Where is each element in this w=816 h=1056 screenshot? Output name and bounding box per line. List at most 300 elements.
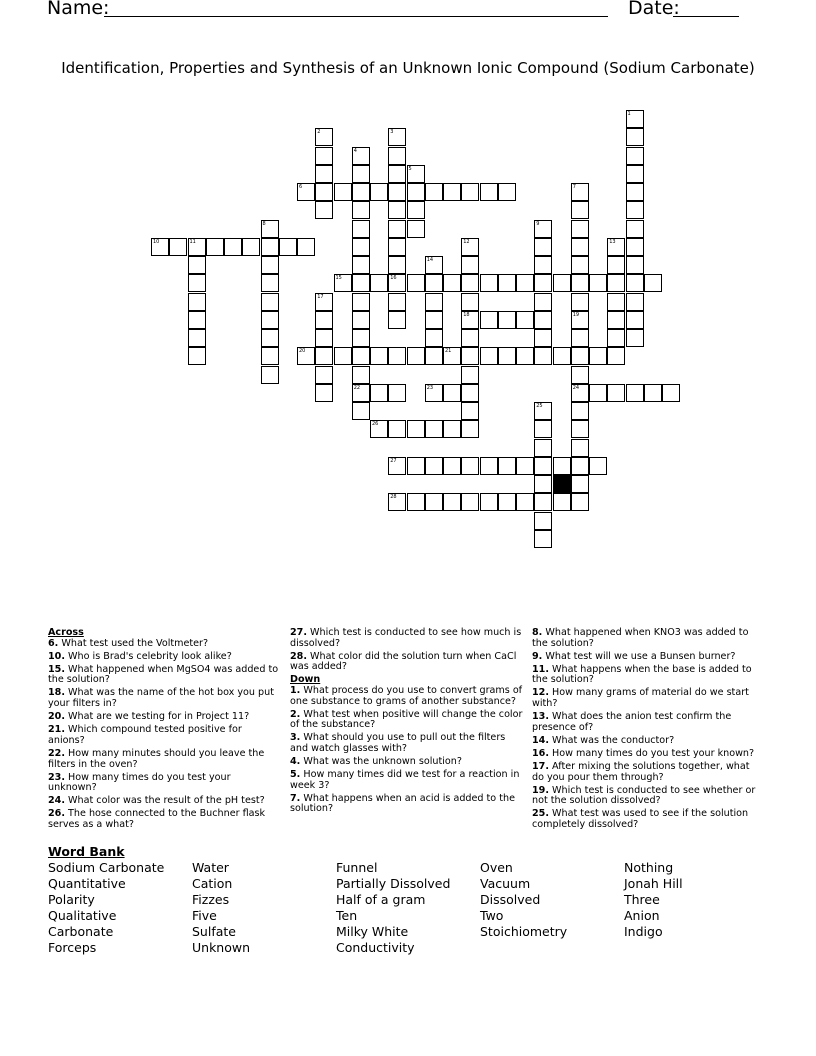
grid-cell[interactable] bbox=[534, 475, 552, 493]
grid-cell[interactable] bbox=[534, 512, 552, 530]
grid-cell[interactable] bbox=[626, 384, 644, 402]
grid-cell[interactable] bbox=[607, 293, 625, 311]
grid-cell[interactable] bbox=[261, 238, 279, 256]
grid-cell[interactable] bbox=[388, 183, 406, 201]
grid-cell[interactable] bbox=[315, 201, 333, 219]
clue-num: 5. bbox=[290, 769, 301, 781]
grid-cell[interactable] bbox=[261, 347, 279, 365]
word-bank-item: Polarity bbox=[48, 892, 95, 907]
word-bank-item: Ten bbox=[336, 908, 358, 923]
word-bank-item: Forceps bbox=[48, 940, 97, 955]
clue-number: 28 bbox=[390, 494, 397, 501]
clue-num: 7. bbox=[290, 792, 301, 804]
grid-cell[interactable] bbox=[352, 256, 370, 274]
grid-cell[interactable] bbox=[626, 238, 644, 256]
grid-cell[interactable] bbox=[461, 238, 479, 256]
clue-num: 11. bbox=[532, 663, 549, 675]
clue-num: 8. bbox=[532, 627, 543, 638]
grid-cell[interactable] bbox=[626, 220, 644, 238]
grid-cell[interactable] bbox=[334, 183, 352, 201]
grid-cell[interactable] bbox=[315, 183, 333, 201]
grid-cell[interactable] bbox=[388, 165, 406, 183]
grid-cell[interactable] bbox=[206, 238, 224, 256]
grid-cell[interactable] bbox=[607, 238, 625, 256]
grid-cell[interactable] bbox=[425, 293, 443, 311]
grid-cell[interactable] bbox=[461, 457, 479, 475]
grid-cell[interactable] bbox=[388, 420, 406, 438]
grid-cell[interactable] bbox=[425, 347, 443, 365]
grid-cell[interactable] bbox=[425, 274, 443, 292]
grid-cell[interactable] bbox=[534, 493, 552, 511]
clue-number: 23 bbox=[426, 384, 434, 391]
grid-cell[interactable] bbox=[315, 347, 333, 365]
grid-cell[interactable] bbox=[571, 183, 589, 201]
grid-cell[interactable] bbox=[334, 274, 352, 292]
clue-num: 13. bbox=[532, 711, 549, 723]
clue-item bbox=[290, 733, 526, 754]
clue-number: 3 bbox=[390, 129, 394, 136]
grid-cell[interactable] bbox=[315, 128, 333, 146]
clue-num: 26. bbox=[48, 808, 65, 820]
grid-cell[interactable] bbox=[534, 329, 552, 347]
grid-cell[interactable] bbox=[534, 238, 552, 256]
grid-cell[interactable] bbox=[607, 274, 625, 292]
grid-cell[interactable] bbox=[315, 147, 333, 165]
grid-cell[interactable] bbox=[498, 493, 516, 511]
clue-num: 12. bbox=[532, 687, 549, 699]
grid-cell[interactable] bbox=[461, 402, 479, 420]
grid-cell[interactable] bbox=[589, 457, 607, 475]
grid-cell[interactable] bbox=[315, 329, 333, 347]
grid-cell[interactable] bbox=[151, 238, 169, 256]
grid-cell[interactable] bbox=[516, 493, 534, 511]
grid-cell[interactable] bbox=[534, 402, 552, 420]
grid-cell[interactable] bbox=[498, 311, 516, 329]
date-label: Date: bbox=[628, 0, 680, 19]
grid-cell[interactable] bbox=[188, 256, 206, 274]
grid-cell[interactable] bbox=[461, 256, 479, 274]
grid-cell[interactable] bbox=[370, 274, 388, 292]
grid-cell[interactable] bbox=[388, 274, 406, 292]
grid-cell[interactable] bbox=[297, 183, 315, 201]
grid-cell[interactable] bbox=[352, 220, 370, 238]
clue-num: 3. bbox=[290, 732, 301, 744]
grid-cell[interactable] bbox=[553, 274, 571, 292]
word-bank-column bbox=[48, 860, 164, 956]
clue-item bbox=[48, 688, 280, 709]
grid-cell[interactable] bbox=[425, 493, 443, 511]
grid-cell[interactable] bbox=[352, 329, 370, 347]
grid-cell[interactable] bbox=[571, 493, 589, 511]
grid-cell[interactable] bbox=[461, 366, 479, 384]
clue-text: How many grams of material do we start with? bbox=[532, 687, 749, 710]
clue-item bbox=[532, 652, 762, 663]
grid-cell[interactable] bbox=[480, 347, 498, 365]
grid-cell[interactable] bbox=[534, 439, 552, 457]
grid-cell[interactable] bbox=[352, 384, 370, 402]
grid-cell[interactable] bbox=[461, 274, 479, 292]
grid-cell[interactable] bbox=[589, 347, 607, 365]
clue-text: What happens when the base is added to the solution? bbox=[532, 663, 752, 686]
clue-item bbox=[48, 773, 280, 794]
grid-cell[interactable] bbox=[553, 493, 571, 511]
clue-number: 6 bbox=[299, 184, 303, 190]
grid-cell[interactable] bbox=[315, 293, 333, 311]
grid-cell[interactable] bbox=[626, 128, 644, 146]
grid-cell[interactable] bbox=[571, 384, 589, 402]
grid-cell[interactable] bbox=[315, 366, 333, 384]
grid-cell[interactable] bbox=[571, 439, 589, 457]
grid-cell[interactable] bbox=[516, 274, 534, 292]
clue-number: 24 bbox=[572, 384, 580, 391]
grid-cell[interactable] bbox=[498, 274, 516, 292]
grid-cell[interactable] bbox=[261, 220, 279, 238]
word-bank-item: Five bbox=[192, 908, 217, 923]
grid-cell[interactable] bbox=[242, 238, 260, 256]
grid-cell[interactable] bbox=[516, 457, 534, 475]
grid-cell[interactable] bbox=[352, 347, 370, 365]
clue-item bbox=[48, 809, 280, 830]
word-bank-item: Three bbox=[624, 892, 660, 907]
grid-cell[interactable] bbox=[461, 293, 479, 311]
grid-cell[interactable] bbox=[626, 110, 644, 128]
grid-cell[interactable] bbox=[388, 147, 406, 165]
grid-cell[interactable] bbox=[169, 238, 187, 256]
grid-cell[interactable] bbox=[188, 274, 206, 292]
grid-cell[interactable] bbox=[261, 256, 279, 274]
grid-cell[interactable] bbox=[498, 183, 516, 201]
clue-item bbox=[532, 688, 762, 709]
word-bank-item: Cation bbox=[192, 876, 233, 891]
grid-cell[interactable] bbox=[279, 238, 297, 256]
grid-cell[interactable] bbox=[334, 347, 352, 365]
grid-cell[interactable] bbox=[388, 220, 406, 238]
grid-cell[interactable] bbox=[425, 384, 443, 402]
grid-cell[interactable] bbox=[261, 293, 279, 311]
grid-cell[interactable] bbox=[297, 347, 315, 365]
clue-number: 26 bbox=[372, 421, 379, 428]
grid-cell[interactable] bbox=[498, 347, 516, 365]
name-label: Name: bbox=[47, 0, 110, 19]
grid-cell[interactable] bbox=[388, 238, 406, 256]
clue-num: 20. bbox=[48, 711, 65, 723]
grid-cell[interactable] bbox=[352, 238, 370, 256]
grid-cell[interactable] bbox=[571, 201, 589, 219]
clue-text: How many minutes should you leave the filters in the oven? bbox=[48, 747, 265, 770]
grid-cell[interactable] bbox=[370, 183, 388, 201]
grid-cell[interactable] bbox=[443, 457, 461, 475]
grid-cell[interactable] bbox=[461, 329, 479, 347]
clue-num: 6. bbox=[48, 637, 59, 649]
clue-item bbox=[290, 770, 526, 791]
grid-cell[interactable] bbox=[188, 311, 206, 329]
grid-cell[interactable] bbox=[352, 311, 370, 329]
date-line[interactable] bbox=[673, 16, 739, 17]
grid-cell[interactable] bbox=[388, 128, 406, 146]
grid-cell[interactable] bbox=[352, 183, 370, 201]
clue-item bbox=[48, 796, 280, 807]
clue-num: 27. bbox=[290, 627, 307, 638]
grid-cell[interactable] bbox=[407, 183, 425, 201]
grid-cell[interactable] bbox=[607, 384, 625, 402]
grid-cell[interactable] bbox=[571, 457, 589, 475]
grid-cell[interactable] bbox=[425, 420, 443, 438]
grid-cell[interactable] bbox=[188, 293, 206, 311]
grid-cell[interactable] bbox=[443, 384, 461, 402]
grid-cell[interactable] bbox=[352, 147, 370, 165]
grid-cell[interactable] bbox=[589, 384, 607, 402]
grid-cell[interactable] bbox=[388, 493, 406, 511]
grid-cell[interactable] bbox=[571, 293, 589, 311]
word-bank-item: Milky White bbox=[336, 924, 409, 939]
word-bank-item: Partially Dissolved bbox=[336, 876, 451, 891]
clue-item bbox=[290, 757, 526, 768]
grid-cell[interactable] bbox=[261, 311, 279, 329]
grid-cell[interactable] bbox=[261, 274, 279, 292]
clue-text: What happened when KNO3 was added to the solution? bbox=[532, 627, 749, 649]
grid-cell[interactable] bbox=[461, 493, 479, 511]
clue-number: 9 bbox=[536, 220, 540, 227]
word-bank-item: Sodium Carbonate bbox=[48, 860, 165, 875]
word-bank-item: Two bbox=[480, 908, 504, 923]
clue-text: What was the conductor? bbox=[549, 734, 675, 746]
grid-cell[interactable] bbox=[443, 493, 461, 511]
grid-cell[interactable] bbox=[534, 274, 552, 292]
clue-number: 22 bbox=[353, 384, 361, 391]
grid-cell[interactable] bbox=[388, 256, 406, 274]
grid-cell[interactable] bbox=[607, 347, 625, 365]
clue-text: What test when positive will change the color of the substance? bbox=[290, 708, 523, 731]
clue-text: What happened when MgSO4 was added to the solution? bbox=[48, 663, 279, 686]
grid-cell[interactable] bbox=[571, 256, 589, 274]
clue-text: After mixing the solutions together, what do you pour them through? bbox=[532, 761, 750, 783]
grid-cell[interactable] bbox=[352, 274, 370, 292]
grid-cell[interactable] bbox=[607, 311, 625, 329]
grid-cell[interactable] bbox=[571, 475, 589, 493]
word-bank-column bbox=[480, 860, 567, 940]
clues-column-1 bbox=[48, 628, 280, 833]
grid-cell[interactable] bbox=[315, 311, 333, 329]
clue-number: 8 bbox=[262, 220, 266, 227]
name-line[interactable] bbox=[104, 16, 608, 17]
grid-cell[interactable] bbox=[352, 402, 370, 420]
grid-cell[interactable] bbox=[516, 311, 534, 329]
clue-text: Which compound tested positive for anions? bbox=[48, 724, 242, 746]
grid-cell[interactable] bbox=[407, 165, 425, 183]
clue-num: 2. bbox=[290, 708, 301, 720]
grid-cell[interactable] bbox=[443, 183, 461, 201]
black-square bbox=[553, 475, 571, 493]
grid-cell[interactable] bbox=[571, 329, 589, 347]
grid-cell[interactable] bbox=[607, 256, 625, 274]
clue-num: 24. bbox=[48, 795, 65, 807]
grid-cell[interactable] bbox=[352, 201, 370, 219]
clue-text: What test will we use a Bunsen burner? bbox=[542, 650, 736, 662]
grid-cell[interactable] bbox=[370, 420, 388, 438]
clue-number: 19 bbox=[572, 311, 580, 318]
clue-item bbox=[290, 794, 526, 815]
grid-cell[interactable] bbox=[534, 347, 552, 365]
word-bank-item: Conductivity bbox=[336, 940, 415, 955]
clue-number: 18 bbox=[463, 311, 470, 318]
word-bank-item: Jonah Hill bbox=[624, 876, 683, 891]
clues-column-3 bbox=[532, 628, 762, 833]
grid-cell[interactable] bbox=[425, 311, 443, 329]
grid-cell[interactable] bbox=[626, 201, 644, 219]
grid-cell[interactable] bbox=[352, 366, 370, 384]
grid-cell[interactable] bbox=[626, 329, 644, 347]
word-bank-item: Indigo bbox=[624, 924, 663, 939]
clue-text: Which test is conducted to see whether or not the solution dissolved? bbox=[532, 784, 756, 807]
grid-cell[interactable] bbox=[534, 256, 552, 274]
grid-cell[interactable] bbox=[352, 165, 370, 183]
clue-text: What are we testing for in Project 11? bbox=[65, 711, 250, 723]
word-bank-item: Unknown bbox=[192, 940, 251, 955]
grid-cell[interactable] bbox=[388, 457, 406, 475]
grid-cell[interactable] bbox=[571, 274, 589, 292]
grid-cell[interactable] bbox=[297, 238, 315, 256]
grid-cell[interactable] bbox=[425, 256, 443, 274]
grid-cell[interactable] bbox=[315, 165, 333, 183]
grid-cell[interactable] bbox=[626, 165, 644, 183]
word-bank-item: Quantitative bbox=[48, 876, 126, 891]
grid-cell[interactable] bbox=[626, 311, 644, 329]
grid-cell[interactable] bbox=[626, 256, 644, 274]
grid-cell[interactable] bbox=[407, 420, 425, 438]
grid-cell[interactable] bbox=[407, 347, 425, 365]
clue-number: 12 bbox=[463, 238, 470, 245]
grid-cell[interactable] bbox=[644, 384, 662, 402]
grid-cell[interactable] bbox=[644, 274, 662, 292]
grid-cell[interactable] bbox=[480, 311, 498, 329]
grid-cell[interactable] bbox=[188, 347, 206, 365]
grid-cell[interactable] bbox=[626, 274, 644, 292]
word-bank-item: Qualitative bbox=[48, 908, 117, 923]
grid-cell[interactable] bbox=[571, 220, 589, 238]
clue-num: 4. bbox=[290, 756, 301, 768]
grid-cell[interactable] bbox=[407, 493, 425, 511]
grid-cell[interactable] bbox=[407, 457, 425, 475]
grid-cell[interactable] bbox=[388, 311, 406, 329]
grid-cell[interactable] bbox=[352, 293, 370, 311]
grid-cell[interactable] bbox=[662, 384, 680, 402]
grid-cell[interactable] bbox=[571, 311, 589, 329]
grid-cell[interactable] bbox=[443, 420, 461, 438]
word-bank-column bbox=[336, 860, 450, 956]
clue-num: 16. bbox=[532, 747, 549, 759]
clue-number: 21 bbox=[445, 348, 452, 355]
grid-cell[interactable] bbox=[571, 366, 589, 384]
down-clue-list bbox=[290, 686, 526, 815]
grid-cell[interactable] bbox=[534, 293, 552, 311]
clue-number: 11 bbox=[189, 238, 196, 245]
grid-cell[interactable] bbox=[388, 384, 406, 402]
grid-cell[interactable] bbox=[461, 311, 479, 329]
grid-cell[interactable] bbox=[571, 402, 589, 420]
grid-cell[interactable] bbox=[461, 420, 479, 438]
grid-cell[interactable] bbox=[480, 457, 498, 475]
clue-num: 23. bbox=[48, 771, 65, 783]
grid-cell[interactable] bbox=[388, 293, 406, 311]
grid-cell[interactable] bbox=[443, 274, 461, 292]
grid-cell[interactable] bbox=[534, 220, 552, 238]
clue-number: 20 bbox=[299, 348, 306, 355]
clue-number: 5 bbox=[408, 165, 412, 172]
grid-cell[interactable] bbox=[224, 238, 242, 256]
grid-cell[interactable] bbox=[626, 147, 644, 165]
grid-cell[interactable] bbox=[461, 183, 479, 201]
grid-cell[interactable] bbox=[407, 220, 425, 238]
clue-number: 1 bbox=[627, 111, 631, 117]
grid-cell[interactable] bbox=[261, 329, 279, 347]
clue-item bbox=[48, 725, 280, 746]
grid-cell[interactable] bbox=[553, 347, 571, 365]
clue-number: 14 bbox=[426, 257, 434, 263]
grid-cell[interactable] bbox=[188, 329, 206, 347]
clue-num: 17. bbox=[532, 761, 549, 773]
grid-cell[interactable] bbox=[480, 183, 498, 201]
grid-cell[interactable] bbox=[607, 329, 625, 347]
down-clue-list-continued bbox=[532, 628, 762, 831]
grid-cell[interactable] bbox=[534, 311, 552, 329]
grid-cell[interactable] bbox=[388, 201, 406, 219]
grid-cell[interactable] bbox=[516, 347, 534, 365]
grid-cell[interactable] bbox=[461, 384, 479, 402]
grid-cell[interactable] bbox=[534, 530, 552, 548]
word-bank-column bbox=[192, 860, 250, 956]
grid-cell[interactable] bbox=[480, 274, 498, 292]
clue-number: 13 bbox=[609, 238, 616, 245]
grid-cell[interactable] bbox=[315, 384, 333, 402]
grid-cell[interactable] bbox=[498, 457, 516, 475]
clue-number: 7 bbox=[572, 184, 576, 190]
grid-cell[interactable] bbox=[370, 384, 388, 402]
clue-num: 15. bbox=[48, 663, 65, 675]
grid-cell[interactable] bbox=[571, 347, 589, 365]
clue-text: What happens when an acid is added to the solution? bbox=[290, 792, 515, 815]
word-bank-item: Anion bbox=[624, 908, 660, 923]
grid-cell[interactable] bbox=[589, 274, 607, 292]
grid-cell[interactable] bbox=[425, 183, 443, 201]
clue-number: 25 bbox=[536, 403, 543, 409]
clue-item bbox=[48, 639, 280, 650]
word-bank-item: Funnel bbox=[336, 860, 378, 875]
down-heading: Down bbox=[290, 674, 321, 686]
grid-cell[interactable] bbox=[534, 420, 552, 438]
grid-cell[interactable] bbox=[188, 238, 206, 256]
grid-cell[interactable] bbox=[425, 457, 443, 475]
clue-number: 15 bbox=[335, 275, 342, 282]
grid-cell[interactable] bbox=[443, 347, 461, 365]
grid-cell[interactable] bbox=[626, 293, 644, 311]
clue-text: How many times did we test for a reaction in week 3? bbox=[290, 769, 520, 791]
grid-cell[interactable] bbox=[407, 274, 425, 292]
grid-cell[interactable] bbox=[571, 238, 589, 256]
grid-cell[interactable] bbox=[461, 347, 479, 365]
clue-number: 2 bbox=[317, 129, 321, 136]
grid-cell[interactable] bbox=[480, 493, 498, 511]
grid-cell[interactable] bbox=[571, 420, 589, 438]
grid-cell[interactable] bbox=[407, 201, 425, 219]
word-bank-item: Fizzes bbox=[192, 892, 230, 907]
grid-cell[interactable] bbox=[553, 457, 571, 475]
grid-cell[interactable] bbox=[626, 183, 644, 201]
grid-cell[interactable] bbox=[425, 329, 443, 347]
grid-cell[interactable] bbox=[534, 457, 552, 475]
grid-cell[interactable] bbox=[261, 366, 279, 384]
grid-cell[interactable] bbox=[370, 347, 388, 365]
grid-cell[interactable] bbox=[388, 347, 406, 365]
